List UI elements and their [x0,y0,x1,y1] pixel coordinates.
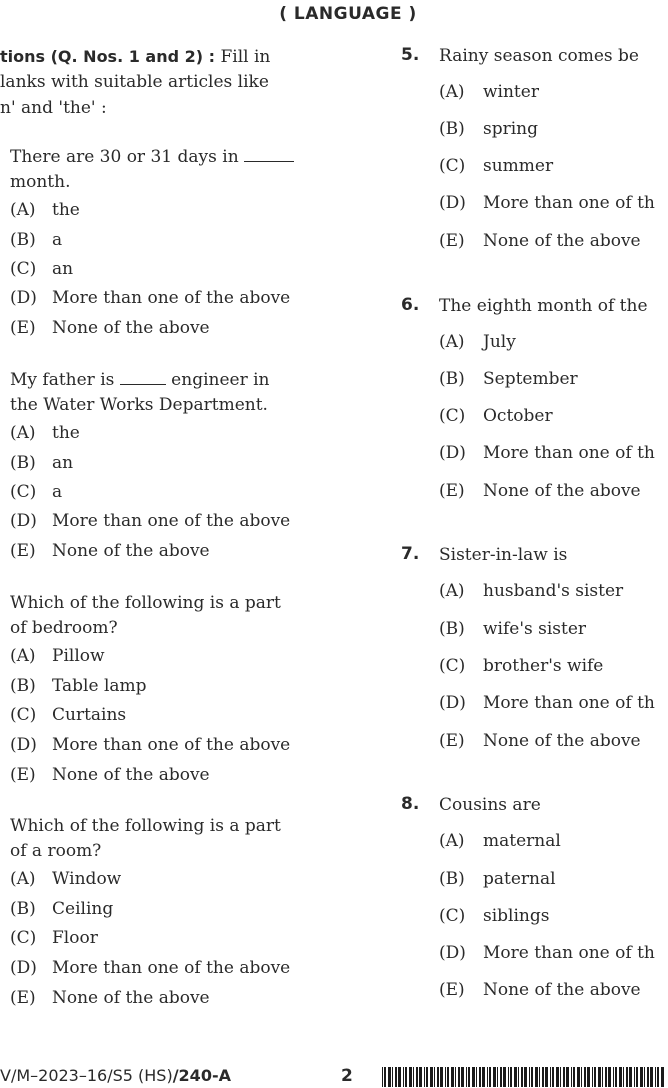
directions-bold: tions (Q. Nos. 1 and 2) : [0,47,216,66]
question-6-option-d: (D) More than one of th [439,443,655,463]
question-5-option-d: (D) More than one of th [439,193,655,213]
question-6-stem: The eighth month of the [439,296,648,316]
question-8-stem: Cousins are [439,795,541,815]
question-1-option-c: (C) an [10,259,74,279]
question-4-option-c: (C) Floor [10,928,98,948]
question-6-option-b: (B) September [439,369,578,389]
question-7-number: 7. [401,544,420,564]
question-1-option-b: (B) a [10,230,63,250]
question-3-option-e: (E) None of the above [10,765,210,785]
question-8-option-d: (D) More than one of th [439,943,655,963]
directions-line-3: n' and 'the' : [0,98,107,118]
question-5-option-b: (B) spring [439,119,539,139]
paper-code: V/M–2023–16/S5 (HS)/240-A [0,1066,231,1085]
question-1-option-e: (E) None of the above [10,318,210,338]
question-7-stem: Sister-in-law is [439,545,568,565]
question-7-option-e: (E) None of the above [439,731,641,751]
directions-rest: Fill in [215,47,271,67]
section-header: ( LANGUAGE ) [279,4,417,24]
question-3-option-a: (A) Pillow [10,646,105,666]
answer-blank [120,384,166,385]
question-4-option-d: (D) More than one of the above [10,958,291,978]
question-5-option-a: (A) winter [439,82,539,102]
barcode-icon [382,1067,666,1087]
question-1-option-a: (A) the [10,200,80,220]
question-5-option-e: (E) None of the above [439,231,641,251]
question-8-number: 8. [401,794,420,814]
question-7-option-c: (C) brother's wife [439,656,604,676]
question-6-option-e: (E) None of the above [439,481,641,501]
directions-line-1 [0,44,270,70]
question-4-stem: Which of the following is a part [10,816,281,836]
question-7-option-a: (A) husband's sister [439,581,624,601]
question-1-option-d: (D) More than one of the above [10,288,291,308]
question-1-stem: There are 30 or 31 days in [10,145,294,170]
question-2-option-e: (E) None of the above [10,541,210,561]
question-2-option-b: (B) an [10,453,74,473]
question-2-stem: My father is engineer in [10,370,270,390]
directions-line-2: lanks with suitable articles like [0,72,269,92]
question-4-option-b: (B) Ceiling [10,899,114,919]
question-6-option-c: (C) October [439,406,553,426]
question-3-option-b: (B) Table lamp [10,676,147,696]
question-8-option-b: (B) paternal [439,869,556,889]
question-7-option-d: (D) More than one of th [439,693,655,713]
question-8-option-e: (E) None of the above [439,980,641,1000]
question-8-option-c: (C) siblings [439,906,550,926]
question-4-option-a: (A) Window [10,869,122,889]
question-2-option-a: (A) the [10,423,80,443]
question-2-option-d: (D) More than one of the above [10,511,291,531]
question-3-stem: Which of the following is a part [10,593,281,613]
question-5-option-c: (C) summer [439,156,554,176]
question-8-option-a: (A) maternal [439,831,561,851]
question-3-stem-2: of bedroom? [10,618,118,638]
question-2-stem-2: the Water Works Department. [10,395,268,415]
question-4-stem-2: of a room? [10,841,102,861]
question-3-option-d: (D) More than one of the above [10,735,291,755]
question-1-stem-2: month. [10,172,71,192]
question-6-number: 6. [401,295,420,315]
question-6-option-a: (A) July [439,332,516,352]
question-4-option-e: (E) None of the above [10,988,210,1008]
answer-blank [244,161,294,162]
question-2-option-c: (C) a [10,482,63,502]
question-7-option-b: (B) wife's sister [439,619,587,639]
question-3-option-c: (C) Curtains [10,705,127,725]
question-5-number: 5. [401,45,420,65]
question-5-stem: Rainy season comes be [439,46,639,66]
page-number: 2 [341,1066,353,1086]
